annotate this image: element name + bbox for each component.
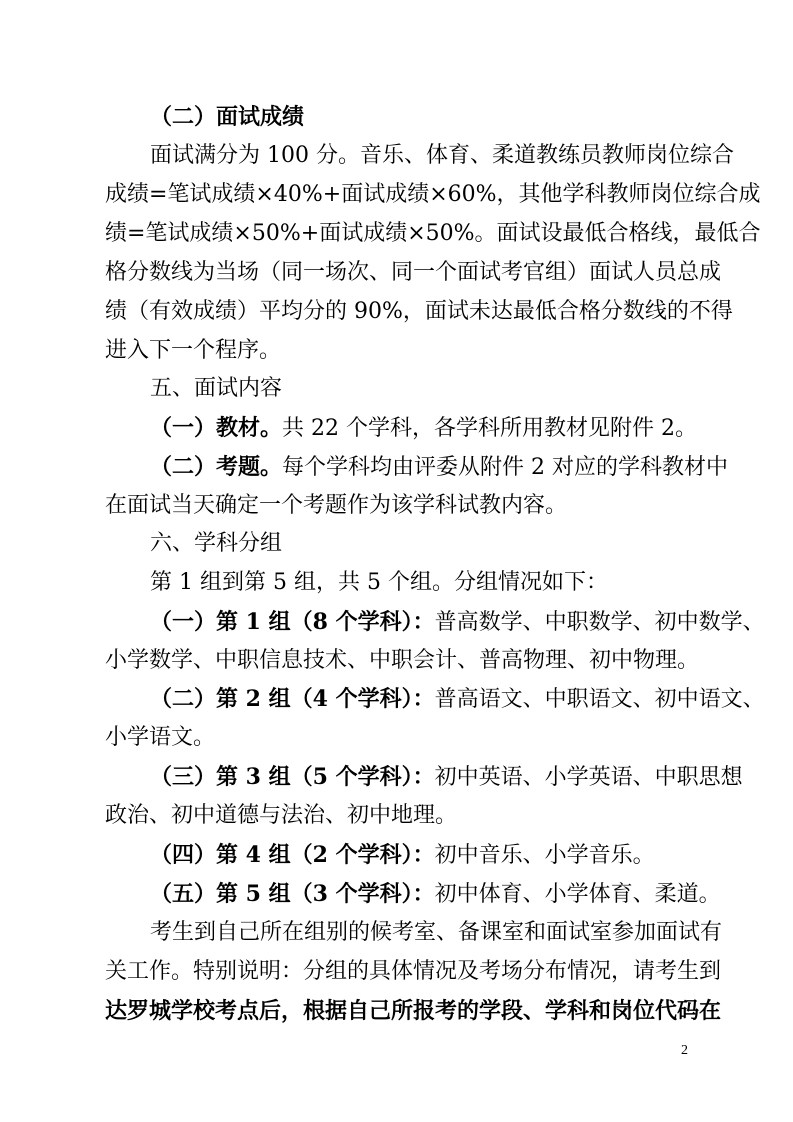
paragraph-text: 面试满分为 100 分。音乐、体育、柔道教练员教师岗位综合 [150,143,734,168]
paragraph-line [150,565,695,601]
paragraph-line [150,915,723,951]
paragraph-line [105,177,761,213]
paragraph-line [105,333,695,369]
paragraph-line [105,255,722,291]
paragraph-line [105,216,761,252]
item-heading: （一）教材。 [150,415,283,441]
paragraph-text: 在面试当天确定一个考题作为该学科试教内容。 [105,493,568,518]
paragraph-text: 小学语文。 [105,725,216,750]
paragraph-line [105,798,695,834]
paragraph-text: 绩（有效成绩）平均分的 90%，面试未达最低合格分数线的不得 [105,299,733,324]
paragraph-text: 成绩=笔试成绩×40%+面试成绩×60%，其他学科教师岗位综合成 [105,182,761,207]
paragraph-line [105,720,695,756]
paragraph-text: 每个学科均由评委从附件 2 对应的学科教材中 [282,455,729,480]
group-heading: （一）第 1 组（8 个学科）： [150,609,435,635]
paragraph-text: 格分数线为当场（同一场次、同一个面试考官组）面试人员总成 [105,260,722,285]
group-line [150,604,765,640]
group-heading: （四）第 4 组（2 个学科）： [150,842,435,868]
group-heading: （三）第 3 组（5 个学科）： [150,764,435,790]
paragraph-text: 初中英语、小学英语、中职思想 [434,765,743,790]
paragraph-text: 绩=笔试成绩×50%+面试成绩×50%。面试设最低合格线，最低合 [105,221,761,246]
paragraph-text: 考生到自己所在组别的候考室、备课室和面试室参加面试有 [150,920,723,945]
paragraph-line [105,954,722,990]
paragraph-line [105,294,733,330]
paragraph-text: 关工作。特别说明：分组的具体情况及考场分布情况，请考生到 [105,959,722,984]
group-heading: （五）第 5 组（3 个学科）： [150,881,435,907]
paragraph-line-bold [105,993,722,1029]
section-heading-text: 五、面试内容 [150,376,283,401]
section-heading-text: （二）面试成绩 [150,104,305,130]
group-line [150,876,721,912]
section-heading-text: 六、学科分组 [150,531,283,556]
group-line [150,759,743,795]
page-number: 2 [681,1043,688,1058]
paragraph-text: 普高数学、中职数学、初中数学、 [434,610,765,635]
important-note-text: 达罗城学校考点后，根据自己所报考的学段、学科和岗位代码在 [105,998,722,1024]
section-heading-interview-score [150,99,695,135]
group-line [150,681,765,717]
paragraph-text: 初中体育、小学体育、柔道。 [434,882,721,907]
group-line [150,837,695,873]
paragraph-text: 初中音乐、小学音乐。 [434,843,655,868]
paragraph-line [150,410,695,446]
paragraph-text: 普高语文、中职语文、初中语文、 [434,687,765,712]
paragraph-line [105,488,695,524]
paragraph-text: 小学数学、中职信息技术、中职会计、普高物理、初中物理。 [105,648,700,673]
paragraph-text: 进入下一个程序。 [105,338,282,363]
paragraph-text: 政治、初中道德与法治、初中地理。 [105,803,458,828]
paragraph-text: 第 1 组到第 5 组，共 5 个组。分组情况如下： [150,570,608,595]
section-heading-subject-groups [150,526,695,562]
paragraph-text: 共 22 个学科，各学科所用教材见附件 2。 [282,416,697,441]
paragraph-line [150,138,734,174]
group-heading: （二）第 2 组（4 个学科）： [150,686,435,712]
paragraph-line [105,643,700,679]
section-heading-interview-content [150,371,695,407]
paragraph-line [150,449,729,485]
item-heading: （二）考题。 [150,454,283,480]
